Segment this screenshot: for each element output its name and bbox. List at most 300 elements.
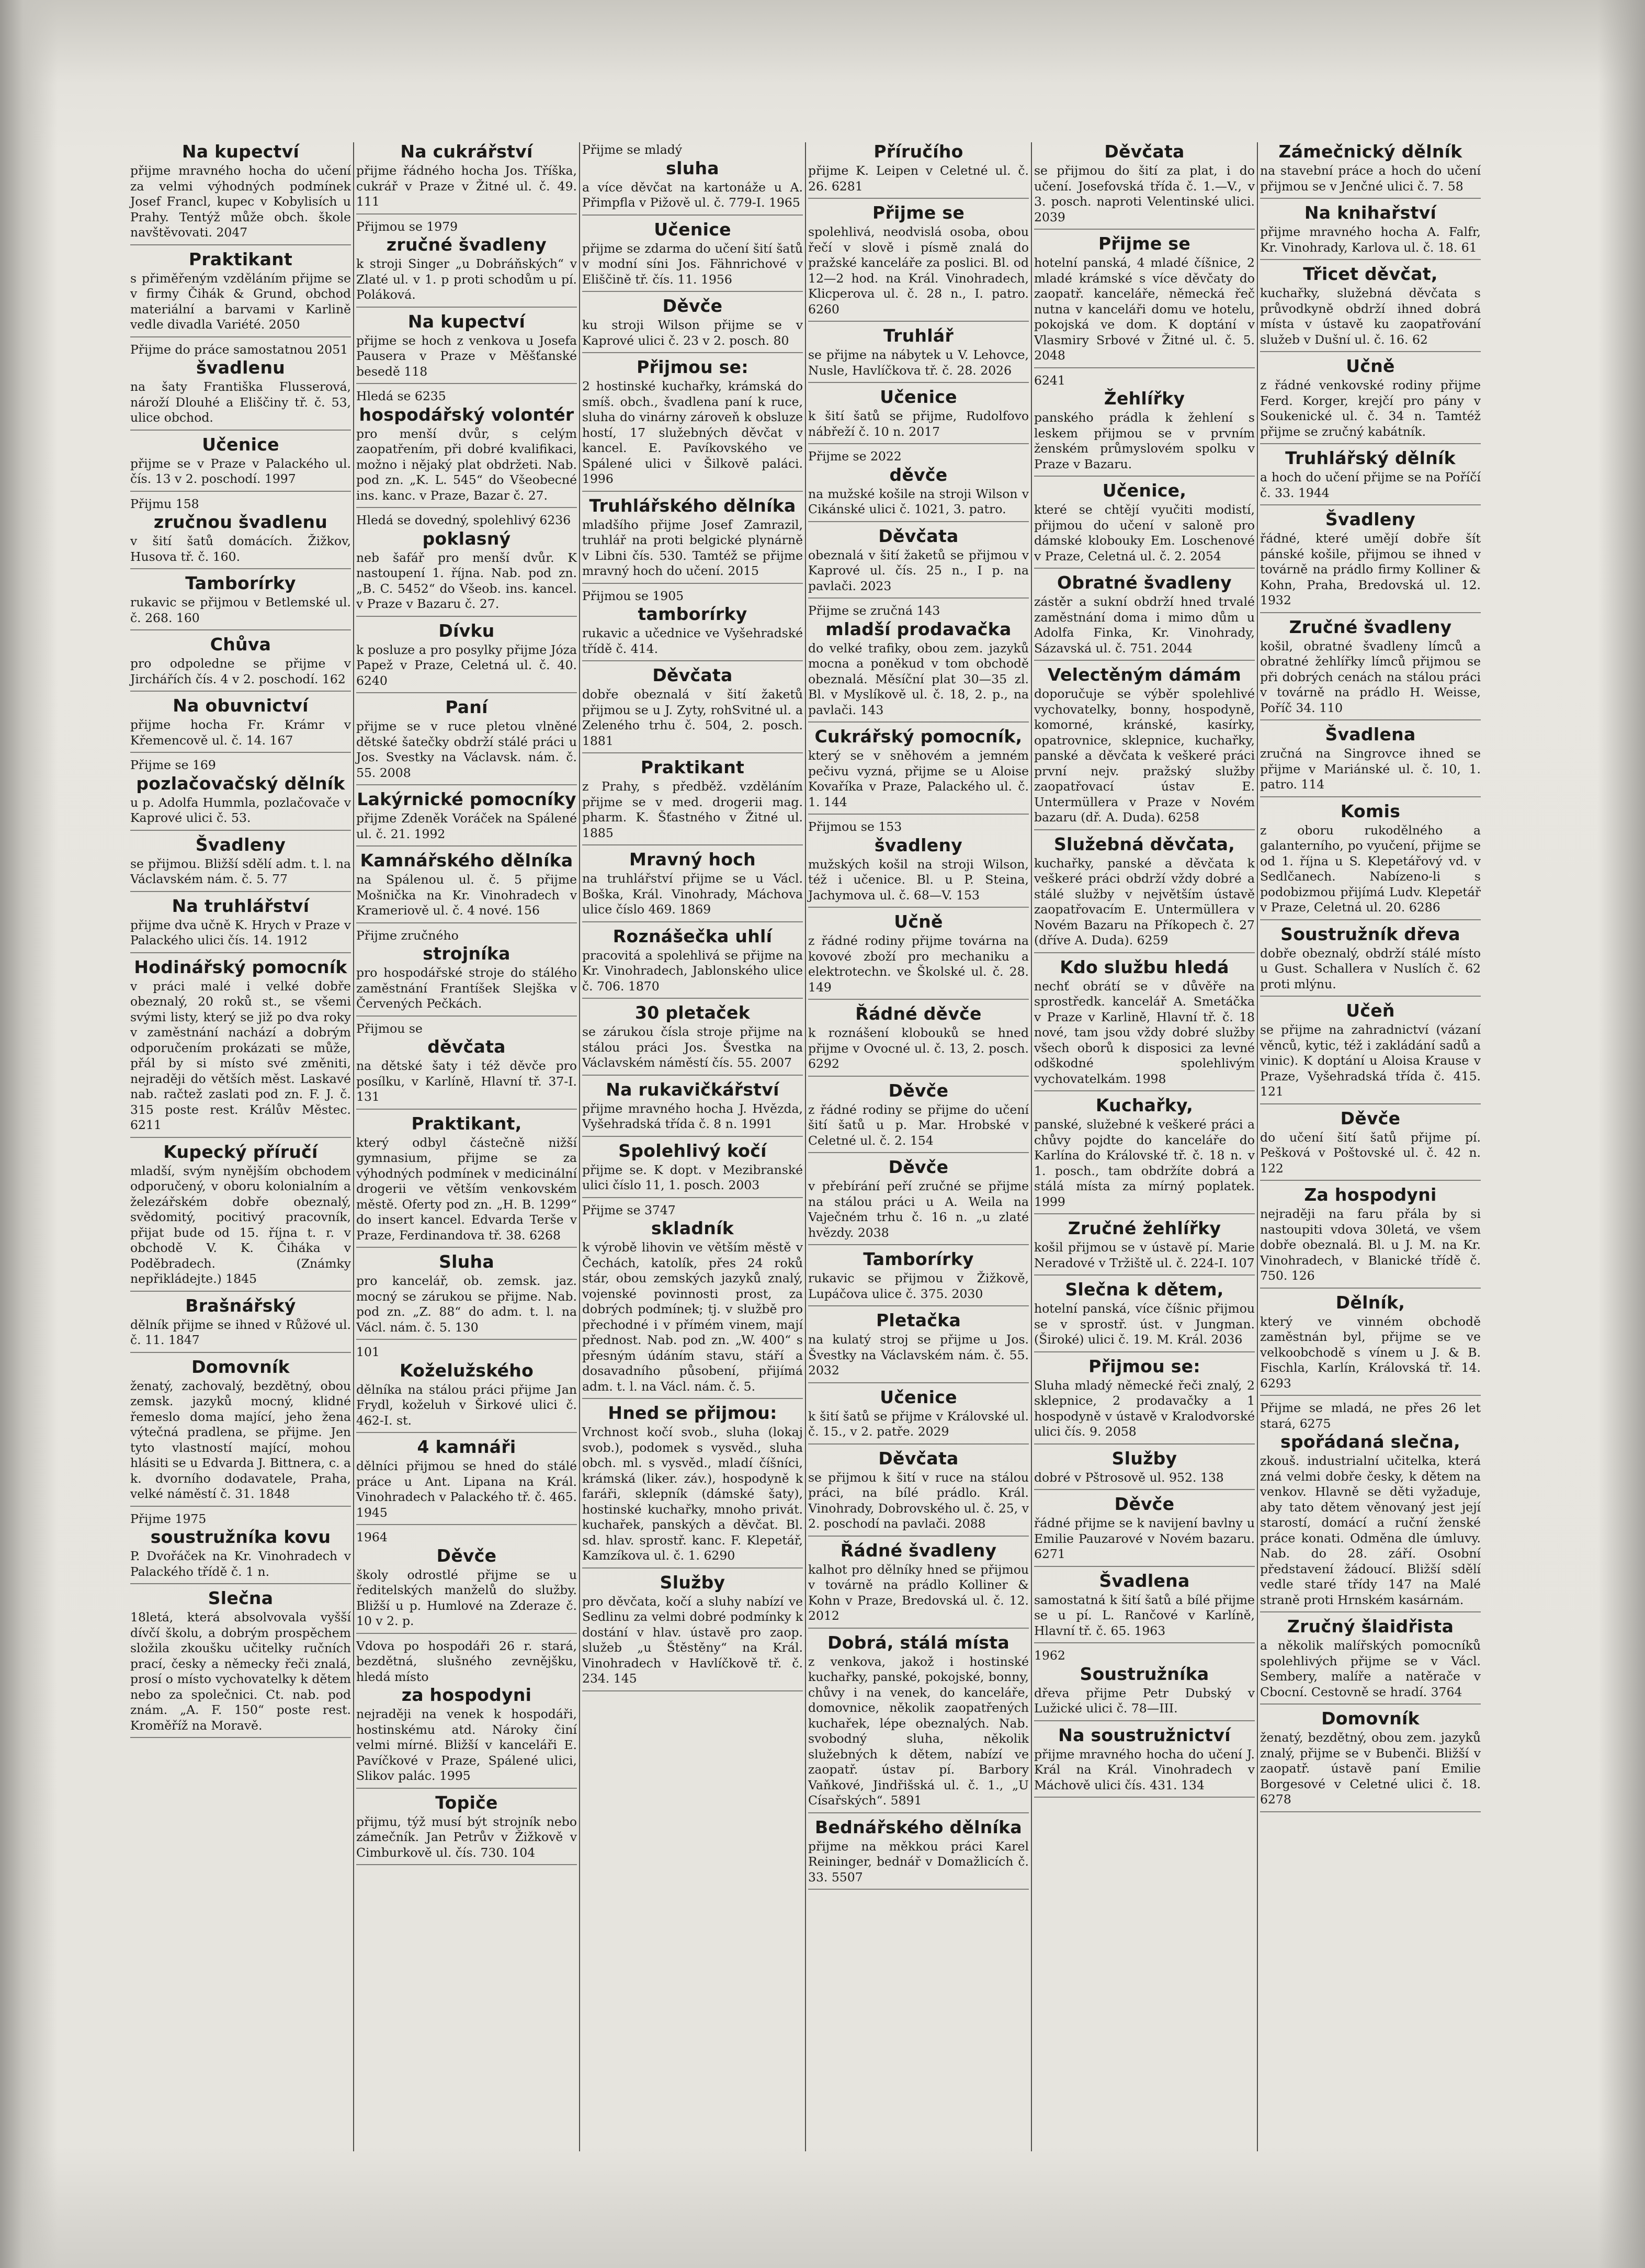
ad-heading: Služebná děvčata, (1053, 833, 1235, 854)
ad-separator (356, 1864, 577, 1865)
ad-separator (130, 1137, 351, 1138)
classified-ad (356, 142, 577, 215)
ad-text: dělníka na stálou práci přijme Jan Frydl, koželuh v Širkové ulici č. 462-I. st. (356, 1382, 577, 1428)
classified-ad (808, 1005, 1029, 1077)
ad-separator (130, 336, 351, 337)
column-rule (353, 142, 354, 2151)
ad-text: zkouš. industrialní učitelka, která zná velmi dobře česky, k dětem na venkov. Hlavně se děti vyžaduje, aby tato dětem věnovaný jest její starostí, domácí a ruční ženské práce konati. Odměna dle úmluvy. Nab. do 28. září. Osobní představení žádoucí. Bližší sdělí vedle staré třídy 147 na Malé straně proti Hrnském kasárnám. (1260, 1453, 1481, 1607)
ad-heading: Zručné žehlířky (1068, 1218, 1221, 1238)
ad-lead-in: Přijme se 169 (130, 758, 216, 772)
classified-ad (582, 1142, 803, 1198)
classified-ad (1034, 142, 1255, 230)
ad-separator (130, 1737, 351, 1738)
ad-text: na dětské šaty i též děvče pro posílku, v Karlíně, Hlavní tř. 37-I. 131 (356, 1058, 577, 1104)
ad-separator (1260, 719, 1481, 720)
ad-separator (1260, 1395, 1481, 1396)
ad-lead-in: Přijme se mladá, ne přes 26 let stará, 6275 (1260, 1401, 1481, 1431)
ad-separator (808, 1628, 1029, 1629)
ad-separator (130, 1352, 351, 1353)
classified-ad (130, 1358, 351, 1507)
ad-heading: Švadlena (1325, 724, 1416, 744)
ad-text: mladší, svým nynějším obchodem odporučený, v oboru kolonialním a železářském dobře obeznalý, svědomitý, pocitivý pracovník, přijat bude od 15. října t. r. v obchodě V. K. Čiháka v Poděbradech. (Známky nepřikládejte.) 1845 (130, 1163, 351, 1286)
ad-separator (1034, 1443, 1255, 1445)
classified-ad (356, 1345, 577, 1433)
classified-ad (1034, 958, 1255, 1092)
ad-separator (1260, 996, 1481, 997)
classified-ad (130, 696, 351, 753)
ad-separator (130, 891, 351, 892)
classified-ad (582, 1203, 803, 1400)
column-1 (128, 142, 353, 2151)
ad-separator (582, 921, 803, 922)
classified-ad (808, 1081, 1029, 1154)
ad-text: přijme se hoch z venkova u Josefa Pausera v Praze v Měšťanské besedě 118 (356, 333, 577, 379)
ad-separator (130, 491, 351, 492)
ad-text: P. Dvořáček na Kr. Vinohradech v Palackého třídě č. 1 n. (130, 1549, 351, 1579)
ad-separator (582, 352, 803, 353)
ad-text: dělník přijme se ihned v Růžové ul. č. 11. 1847 (130, 1317, 351, 1347)
ad-separator (808, 721, 1029, 723)
ad-heading: Děvčata (1104, 142, 1185, 162)
ad-heading: Chůva (210, 634, 271, 655)
ad-separator (356, 507, 577, 508)
ad-separator (356, 1524, 577, 1525)
classified-ad (356, 1114, 577, 1248)
classified-ad (582, 1573, 803, 1691)
ad-separator (1260, 504, 1481, 505)
ad-heading: Soustružníka (1080, 1663, 1209, 1684)
ad-separator (1260, 1103, 1481, 1104)
ad-heading: Slečna k dětem, (1065, 1279, 1224, 1300)
ad-lead-in: Hledá se dovedný, spolehlivý 6236 (356, 513, 571, 527)
ad-heading: Učenice (880, 1386, 957, 1407)
ad-heading: Děvčata (652, 665, 733, 685)
ad-heading: Slečna (208, 1588, 274, 1608)
ad-separator (1034, 829, 1255, 830)
classified-ad (582, 1003, 803, 1076)
ad-heading: Služby (1111, 1448, 1177, 1469)
ad-heading: soustružníka kovu (150, 1527, 331, 1547)
ad-text: Vrchnost kočí svob., sluha (lokaj svob.), podomek s vysvěd., sluha obch. ml. s vysvěd., mladí číšníci, krámská (liker. záv.), hospodyně k faráři, sklepník (dámské šaty), hostinské kuchařky, mnoho privát. kuchařek, panských a děvčat. Bl. sd. hlav. sprostř. kanc. F. Klepetář, Kamzíkova ul. č. 1. 6290 (582, 1425, 803, 1563)
ad-text: který odbyl částečně nižší gymnasium, přijme se za výhodných podmínek v medicinální drogerii ve větším venkovském městě. Oferty pod zn. „H. B. 1299“ do insert kancel. Edvarda Terše v Praze, Ferdinandova tř. 38. 6268 (356, 1135, 577, 1243)
classified-ad (808, 1633, 1029, 1813)
ad-heading: Truhlář (883, 325, 954, 346)
ad-separator (808, 1536, 1029, 1537)
classified-ad (582, 850, 803, 922)
ad-separator (582, 1075, 803, 1076)
classified-ad (1260, 1109, 1481, 1181)
ad-heading: Obratné švadleny (1057, 572, 1232, 593)
ad-text: přijme mravného hocha J. Hvězda, Vyšehradská třída č. 8 n. 1991 (582, 1101, 803, 1131)
ad-text: z venkova, jakož i hostinské kuchařky, panské, pokojské, bonny, chůvy i na venek, do kanceláře, domovnice, několik zaopatřených kuchařek, lépe obeznalých. Nab. svobodný sluha, několik služebných k dětem, nabízí ve zaopatř. ústav pí. Barbory Vaňkové, Jindřišská ul. č. 1., „U Císařských“. 5891 (808, 1654, 1029, 1808)
ad-text: řádné přijme se k navijení bavlny u Emilie Pauzarové v Novém bazaru. 6271 (1034, 1516, 1255, 1561)
ad-heading: Na soustružnictví (1058, 1724, 1231, 1745)
ad-lead-in: Přijme se 3747 (582, 1202, 676, 1217)
ad-separator (582, 844, 803, 845)
ad-heading: Zručný šlaidřista (1287, 1616, 1454, 1637)
ad-heading: Přijme se (1098, 233, 1191, 254)
classified-ad (1260, 1186, 1481, 1289)
ad-separator (130, 1506, 351, 1507)
ad-text: řádné, které umějí dobře šít pánské košile, přijmou se ihned v továrně na prádlo firmy Kolliner & Kohn, Praha, Bredovská ul. 12. 1932 (1260, 531, 1481, 607)
ad-text: k posluze a pro posylky přijme Józa Papež v Praze, Celetná ul. č. 40. 6240 (356, 642, 577, 688)
ad-separator (356, 1109, 577, 1110)
classified-ad (808, 1449, 1029, 1537)
ad-text: na šaty Františka Flusserová, nároží Dlouhé a Eliščiny tř. č. 53, ulice obchod. (130, 379, 351, 425)
ad-heading: Dobrá, stálá místa (827, 1632, 1009, 1653)
ad-text: nejraději na faru přála by si nastoupiti vdova 30letá, ve všem dobře obeznalá. Bl. u J. M. na Kr. Vinohradech, v Blanické třídě č. 750. 126 (1260, 1206, 1481, 1283)
ad-heading: Kuchařky, (1095, 1095, 1194, 1115)
classified-ad (582, 927, 803, 999)
ad-heading: Na rukavičkářství (606, 1079, 779, 1100)
ad-heading: Praktikant (640, 757, 745, 777)
ad-text: v přebírání peří zručné se přijme na stálou práci u A. Weila na Vaječném trhu č. 16 n. „u zlaté hvězdy. 2038 (808, 1179, 1029, 1240)
ad-separator (808, 521, 1029, 522)
ad-separator (808, 1382, 1029, 1383)
ad-separator (1034, 367, 1255, 368)
ad-separator (582, 291, 803, 292)
classified-ad (1034, 1572, 1255, 1644)
classified-ad (356, 622, 577, 694)
ad-lead-in: Hledá se 6235 (356, 389, 446, 403)
classified-ad (808, 1158, 1029, 1245)
ad-text: mladšího přijme Josef Zamrazil, truhlář na proti belgické plynárně v Libni čís. 530. Tamtéž se přijme mravný hoch do učení. 2015 (582, 517, 803, 578)
classified-ad (130, 250, 351, 337)
ad-heading: Žehlířky (1104, 388, 1185, 409)
column-6 (1258, 142, 1483, 2151)
classified-ad (1034, 1726, 1255, 1798)
ad-heading: Třicet děvčat, (1303, 264, 1438, 284)
ad-heading: Děvče (888, 1157, 949, 1177)
ad-text: přijmu, týž musí být strojník nebo zámečník. Jan Petrův v Žižkově v Cimburkově ul. čís. 730. 104 (356, 1814, 577, 1860)
ad-separator (1260, 351, 1481, 352)
ad-heading: Zámečnický dělník (1278, 142, 1462, 162)
ad-text: 2 hostinské kuchařky, krámská do smíš. obch., švadlena paní k ruce, sluha do vinárny zároveň k obsluze hostí, 17 služebných děvčat v kancel. E. Pavíkovského ve Spálené ulici v Šilkově paláci. 1996 (582, 379, 803, 486)
ad-text: pro odpoledne se přijme v Jirchářích čís. 4 v 2. poschodí. 162 (130, 656, 351, 686)
classified-ad (1034, 1280, 1255, 1352)
classified-ad (1260, 449, 1481, 505)
classified-ad (1260, 1001, 1481, 1104)
ad-separator (356, 383, 577, 384)
ad-heading: 4 kamnáři (417, 1437, 516, 1457)
ad-heading: Praktikant (188, 249, 293, 269)
ad-separator (130, 952, 351, 953)
ad-separator (1260, 1288, 1481, 1289)
ad-text: přijme K. Leipen v Celetné ul. č. 26. 6281 (808, 163, 1029, 194)
ad-heading: Kupecký příručí (163, 1141, 318, 1162)
ad-separator (1034, 476, 1255, 477)
ad-heading: děvče (889, 464, 948, 485)
ad-separator (582, 1567, 803, 1569)
ad-separator (582, 1690, 803, 1691)
classified-ad (1034, 234, 1255, 368)
ad-separator (1034, 1797, 1255, 1798)
ad-separator (808, 198, 1029, 199)
ad-separator (1260, 1703, 1481, 1705)
ad-text: školy odrostlé přijme se u ředitelských manželů do služby. Bližší u p. Humlové na Zderaze č. 10 v 2. p. (356, 1567, 577, 1628)
ad-heading: Děvče (888, 1080, 949, 1101)
ad-separator (582, 1398, 803, 1399)
ad-separator (1260, 1611, 1481, 1612)
ad-separator (808, 382, 1029, 383)
column-rule (1257, 142, 1258, 2151)
ad-text: panské, služebné k veškeré práci a chůvy pojdte do kanceláře do Karlína do Královské tř. č. 18 n. v 1. posch., tam obdržíte dobrá a stálá místa za mírný poplatek. 1999 (1034, 1117, 1255, 1209)
classified-ad (1260, 802, 1481, 920)
ad-heading: Soustružník dřeva (1280, 923, 1460, 944)
ad-heading: tamborírky (638, 604, 747, 624)
ad-text: nechť obrátí se v důvěře na sprostředk. kancelář A. Smetáčka v Praze v Karlině, Hlavní tř. č. 18 nové, tam jsou vždy dobré služby všech oborů k disposici za levné odškodné spolehlivým vychovatelkám. 1998 (1034, 978, 1255, 1086)
ad-heading: Roznášečka uhlí (612, 926, 773, 946)
classified-ad (1034, 573, 1255, 661)
ad-text: z řádné venkovské rodiny přijme Ferd. Korger, krejčí pro pány v Soukenické ul. č. 34 n. Tamtéž přijme se zručný kabátník. (1260, 378, 1481, 439)
classified-ad (130, 142, 351, 245)
ad-separator (1034, 1720, 1255, 1721)
ad-text: které se chtějí vyučiti modistí, přijmou do učení v saloně pro dámské klobouky Em. Loschenové v Praze, Celetná ul. č. 2. 2054 (1034, 502, 1255, 563)
classified-ad (808, 449, 1029, 522)
ad-lead-in: Přijme se mladý (582, 142, 683, 157)
classified-ad (1034, 1449, 1255, 1491)
classified-ad (130, 836, 351, 892)
ad-lead-in: Přijme zručného (356, 928, 459, 943)
ad-text: samostatná k šití šatů a bílé přijme se u pí. L. Rančové v Karlíně, Hlavní tř. č. 65. 1963 (1034, 1592, 1255, 1638)
ad-text: rukavic a učednice ve Vyšehradské třídě č. 414. (582, 626, 803, 656)
classified-ad (808, 1388, 1029, 1445)
page-edge-shadow-right (1598, 0, 1645, 2268)
classified-ad (130, 635, 351, 692)
ad-text: a hoch do učení přijme se na Poříčí č. 33. 1944 (1260, 470, 1481, 500)
classified-ad (808, 912, 1029, 1000)
ad-text: přijme se zdarma do učení šití šatů v modní síni Jos. Fähnrichové v Eliščině tř. čís. 11. 1956 (582, 241, 803, 287)
ad-heading: Děvče (1114, 1494, 1175, 1514)
classified-ad (582, 220, 803, 292)
classified-ad (1034, 1096, 1255, 1214)
ad-text: k výrobě lihovin ve větším městě v Čechách, katolík, přes 24 roků stár, obou zemských jazyků znalý, vojenské povinnosti prost, za dobrých podmínek; tj. v službě pro přechodné i v přímém vinem, mají přednost. Nab. pod zn. „W. 400“ s přesným údáním stavu, stáří a dosavadního působení, přijímá adm. t. l. na Václ. nám. č. 5. (582, 1240, 803, 1394)
ad-lead-in: 6241 (1034, 373, 1065, 388)
column-rule (805, 142, 806, 2151)
ad-text: košil, obratné švadleny límců a obratné žehlířky límců přijmou se při dobrých cenách na stálou práci v továrně na prádlo H. Weisse, Poříč 34. 110 (1260, 638, 1481, 715)
classified-ad (1260, 510, 1481, 613)
column-rule (1031, 142, 1032, 2151)
ad-heading: Velectěným dámám (1047, 664, 1242, 685)
ad-lead-in: Vdova po hospodáři 26 r. stará, bezdětná, slušného zevnějšku, hledá místo (356, 1638, 577, 1684)
ad-heading: Učenice (880, 387, 957, 407)
classified-ad (808, 527, 1029, 599)
ad-heading: sluha (666, 157, 719, 178)
ad-separator (356, 1247, 577, 1248)
ad-lead-in: Přijmu 158 (130, 496, 199, 511)
ad-text: v práci malé i velké dobře obeznalý, 20 roků st., se všemi svými listy, který se již po dva roky v zaměstnání nachází a dobrým odporučením prokázati se může, přál by si místo své změniti, nejraději do větších měst. Laskavé nab. račtež zaslati pod zn. F. J. č. 315 poste rest. Králův Městec. 6211 (130, 978, 351, 1132)
ad-heading: hospodářský volontér (359, 404, 574, 425)
ad-heading: Kamnářského dělníka (360, 850, 573, 871)
ad-text: a několik malířských pomocníků spolehlivých přijme se v Václ. Sembery, malíře a natěrače v Cbocní. Cestovně se hradí. 3764 (1260, 1638, 1481, 1699)
ad-text: se zárukou čísla stroje přijme na stálou práci Jos. Švestka na Václavském náměstí čís. 55. 2007 (582, 1024, 803, 1070)
classified-ad (356, 851, 577, 923)
ad-heading: Učenice, (1102, 480, 1187, 501)
ad-separator (356, 1432, 577, 1433)
ad-heading: zručné švadleny (386, 234, 547, 255)
ad-separator (130, 568, 351, 569)
ad-heading: Truhlářského dělníka (589, 495, 796, 516)
ad-text: se přijme na nábytek u V. Lehovce, Nusle, Havlíčkova tř. č. 28. 2026 (808, 347, 1029, 378)
classified-ad (130, 497, 351, 570)
ad-heading: Bednářského dělníka (815, 1816, 1022, 1837)
ad-text: nejraději na venek k hospodáři, hostinskému atd. Nároky činí velmi mírné. Bližší v kanceláři E. Pavíčkové v Praze, Spálené ulici, Slikov palác. 1995 (356, 1707, 577, 1783)
ad-separator (582, 752, 803, 753)
classified-ad (1034, 665, 1255, 830)
ad-separator (808, 1812, 1029, 1813)
ad-heading: Na kupectví (407, 311, 526, 332)
ad-heading: Praktikant, (411, 1113, 522, 1134)
ad-heading: Na cukrářství (400, 142, 533, 162)
ad-separator (1034, 1274, 1255, 1276)
classified-columns (128, 142, 1483, 2151)
ad-separator (130, 1583, 351, 1584)
classified-ad (130, 574, 351, 630)
ad-text: pracovitá a spolehlivá se přijme na Kr. Vinohradech, Jablonského ulice č. 706. 1870 (582, 947, 803, 994)
ad-heading: Tamborírky (863, 1249, 974, 1269)
ad-text: dělníci přijmou se hned do stálé práce u Ant. Lipana na Král. Vinohradech v Palackého tř. č. 465. 1945 (356, 1459, 577, 1520)
ad-heading: Dívku (438, 620, 495, 641)
ad-heading: Přijmou se: (1088, 1356, 1200, 1376)
ad-text: v šití šatů domácích. Žižkov, Husova tř. č. 160. (130, 534, 351, 564)
ad-heading: mladší prodavačka (825, 618, 1012, 639)
ad-heading: Tamborírky (185, 573, 296, 593)
ad-separator (356, 845, 577, 847)
ad-lead-in: 1962 (1034, 1648, 1065, 1663)
classified-ad (130, 1296, 351, 1353)
ad-lead-in: Přijmou se 153 (808, 819, 902, 834)
ad-heading: Spolehlivý kočí (618, 1140, 767, 1161)
ad-text: pro kancelář, ob. zemsk. jaz. mocný se zárukou se přijme. Nab. pod zn. „Z. 88“ do adm. t. l. na Václ. nám. č. 5. 130 (356, 1273, 577, 1335)
ad-text: dobré v Pštrosově ul. 952. 138 (1034, 1470, 1224, 1485)
ad-separator (1260, 1811, 1481, 1812)
classified-ad (1260, 204, 1481, 260)
ad-text: z řádné rodiny přijme továrna na kovové zboží pro mechaniku a elektrotechn. ve Školské ul. č. 28. 149 (808, 933, 1029, 995)
ad-text: kalhot pro dělníky hned se přijmou v továrně na prádlo Kolliner & Kohn v Praze, Bredovská ul. č. 12. 2012 (808, 1562, 1029, 1623)
ad-heading: Děvče (662, 296, 723, 316)
classified-ad (582, 589, 803, 662)
ad-text: do velké trafiky, obou zem. jazyků mocna a poněkud v tom obchodě obeznalá. Měsíční plat 30—35 zl. Bl. v Myslíkově ul. č. 18, 2. p., na pavlači. 143 (808, 640, 1029, 717)
ad-heading: Učeň (1346, 1000, 1395, 1021)
classified-ad (1034, 835, 1255, 953)
ad-separator (356, 784, 577, 785)
ad-separator (1260, 259, 1481, 260)
ad-separator (808, 1152, 1029, 1153)
ad-heading: strojníka (423, 943, 510, 964)
ad-text: na mužské košile na stroji Wilson v Cikánské ulici č. 1021, 3. patro. (808, 486, 1029, 516)
ad-heading: Řádné švadleny (840, 1540, 997, 1561)
ad-heading: Na kupectví (181, 142, 300, 162)
ad-heading: Švadleny (195, 834, 286, 855)
ad-text: k šití šatů se přijme, Rudolfovo nábřeží č. 10 n. 2017 (808, 409, 1029, 439)
ad-text: z oboru rukodělného a galanterního, po vyučení, přijme se od 1. října u S. Klepetářový vd. v Sedlčanech. Nabízeno-li s podobizmou přijímá Ludv. Klepetář v Praze, Celetná ul. 20. 6286 (1260, 822, 1481, 915)
ad-text: přijme hocha Fr. Krámr v Křemencově ul. č. 14. 167 (130, 717, 351, 748)
ad-heading: Švadlena (1099, 1570, 1190, 1591)
ad-text: který se v sněhovém a jemném pečivu vyzná, přijme se u Aloise Kovaříka v Praze, Palackého ul. č. 1. 144 (808, 748, 1029, 809)
ad-text: přijme mravného hocha A. Falfr, Kr. Vinohrady, Karlova ul. č. 18. 61 (1260, 224, 1481, 255)
ad-text: hotelní panská, 4 mladé číšnice, 2 mladé krámské s více děvčaty do zaopatř. kanceláře, německá řeč nutna v kanceláři domu ve hotelu, pokojská ve dom. K doptání v Vlasmiry Srbové v Žitné ul. č. 5. 2048 (1034, 255, 1255, 363)
classified-ad (130, 435, 351, 492)
ad-separator (808, 1305, 1029, 1306)
column-4 (806, 142, 1031, 2151)
ad-heading: Truhlářský dělník (1285, 448, 1456, 468)
ad-heading: Hned se přijmou: (608, 1403, 777, 1423)
ad-separator (1034, 568, 1255, 569)
ad-separator (808, 1443, 1029, 1445)
ad-text: pro hospodářské stroje do stálého zaměstnání Frantíšek Slejška v Červených Pečkách. (356, 965, 577, 1011)
ad-separator (130, 691, 351, 692)
ad-heading: Příručího (873, 142, 963, 162)
ad-separator (356, 213, 577, 215)
classified-ad (808, 1541, 1029, 1629)
classified-ad (130, 958, 351, 1138)
ad-text: na stavební práce a hoch do učení přijmou se v Jenčné ulici č. 7. 58 (1260, 163, 1481, 194)
classified-ad (130, 342, 351, 431)
ad-text: se přijmou. Bližší sdělí adm. t. l. na Václavském nám. č. 5. 77 (130, 856, 351, 886)
ad-separator (808, 1076, 1029, 1077)
ad-heading: Sluha (439, 1251, 494, 1272)
ad-heading: Děvčata (878, 525, 959, 546)
ad-separator (130, 752, 351, 753)
ad-separator (1034, 1090, 1255, 1091)
classified-ad (1260, 725, 1481, 797)
classified-ad (1260, 1709, 1481, 1812)
ad-heading: Učenice (202, 434, 279, 455)
ad-separator (1260, 198, 1481, 199)
classified-ad (356, 790, 577, 847)
ad-heading: Hodinářský pomocník (134, 956, 347, 977)
ad-text: s přiměřeným vzděláním přijme se v firmy Čihák & Grund, obchod materiální a barvami v Karlině vedle divadla Variété. 2050 (130, 270, 351, 332)
ad-text: rukavic se přijmou v Žižkově, Lupáčova ulice č. 375. 2030 (808, 1271, 1029, 1301)
ad-separator (582, 660, 803, 661)
ad-lead-in: Přijme 1975 (130, 1511, 207, 1526)
ad-text: ženatý, bezdětný, obou zem. jazyků znalý, přijme se v Bubenči. Bližší v zaopatř. ústavě paní Emilie Borgesové v Celetné ulici č. 18. 6278 (1260, 1730, 1481, 1807)
ad-text: k stroji Singer „u Dobráňských“ v Zlaté ul. v 1. p proti schodům u pí. Poláková. (356, 256, 577, 302)
ad-heading: děvčata (427, 1036, 506, 1057)
ad-heading: Domovník (1321, 1708, 1420, 1729)
ad-text: Sluha mladý německé řeči znalý, 2 sklepnice, 2 prodavačky a 1 hospodyně v ústavě v Kralodvorské ulici čís. 9. 2058 (1034, 1378, 1255, 1439)
ad-separator (1034, 229, 1255, 230)
ad-text: ku stroji Wilson přijme se v Kaprové ulici č. 23 v 2. posch. 80 (582, 318, 803, 348)
ad-text: přijme mravného hocha do učení za velmi výhodných podmínek Josef Francl, kupec v Kobylisích u Prahy. Tentýž může obch. škole navštěvovati. 2047 (130, 163, 351, 240)
classified-ad (130, 897, 351, 953)
classified-ad (1260, 618, 1481, 721)
ad-separator (1260, 796, 1481, 797)
classified-ad (808, 603, 1029, 723)
classified-ad (808, 142, 1029, 199)
ad-text: a více děvčat na kartonáže u A. Přimpfla v Pižově ul. č. 779-I. 1965 (582, 179, 803, 210)
ad-text: přijme se. K dopt. v Mezibranské ulici číslo 11, 1. posch. 2003 (582, 1162, 803, 1192)
page-edge-shadow-left (0, 0, 58, 2268)
ad-lead-in: Přijme do práce samostatnou 2051 (130, 342, 348, 357)
ad-separator (1034, 1642, 1255, 1643)
classified-ad (356, 928, 577, 1017)
ad-heading: Lakýrnické pomocníky (357, 789, 576, 809)
ad-separator (1260, 612, 1481, 613)
classified-ad (1034, 481, 1255, 569)
classified-ad (582, 297, 803, 353)
ad-separator (808, 907, 1029, 908)
ad-text: k roznášení klobouků se hned přijme v Ovocné ul. č. 13, 2. posch. 6292 (808, 1025, 1029, 1071)
classified-ad (356, 1438, 577, 1525)
ad-text: obeznalá v šití žaketů se přijmou v Kaprové ul. čís. 25 n., I p. na pavlači. 2023 (808, 547, 1029, 593)
classified-ad (130, 1589, 351, 1738)
classified-ad (582, 497, 803, 584)
ad-text: přijme řádného hocha Jos. Tříška, cukrář v Praze v Žitné ul. č. 49. 111 (356, 163, 577, 209)
ad-text: dobře obeznalý, obdrží stálé místo u Gust. Schallera v Nuslích č. 62 proti mlýnu. (1260, 945, 1481, 991)
ad-separator (582, 491, 803, 492)
ad-text: 18letá, která absolvovala vyšší dívčí školu, a dobrým prospěchem složila zkoušku učitelky ručních prací, česky a německy řeči znalá, prosí o místo vychovatelky k dětem nebo za společnici. Ct. nab. pod znám. „A. F. 150“ poste rest. Kroměříž na Moravě. (130, 1610, 351, 1733)
